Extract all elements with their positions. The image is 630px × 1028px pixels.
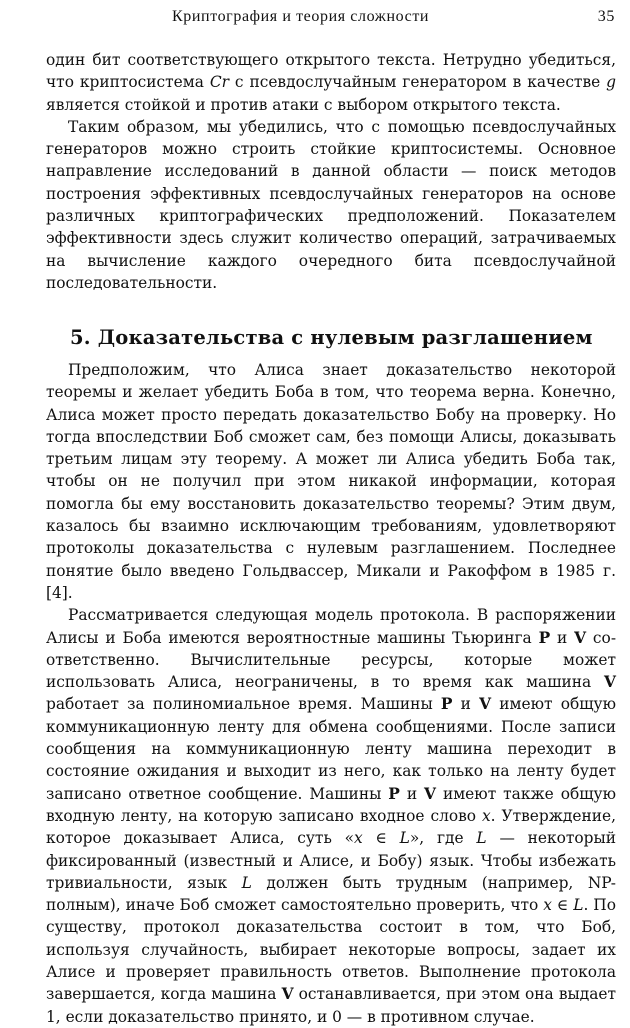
text-run: Рассматривается следующая модель протокола. В распоряжении Алисы и Боба имеются вероятностные машины Тьюринга xyxy=(46,606,616,647)
math-symbol: V xyxy=(281,985,294,1004)
section-text xyxy=(46,359,616,1028)
running-title: Криптография и теория сложности xyxy=(172,8,430,25)
text-run: соответственно. Вычислительные ресурсы, которые может использовать Алиса, неограничены, в то время как машина xyxy=(46,628,617,692)
text-run: должен быть трудным (например, NP-полным), иначе Боб сможет самостоятельно проверить, что xyxy=(46,873,616,915)
math-expression: x ∈ L xyxy=(354,829,410,848)
math-symbol: Cr xyxy=(209,73,229,92)
math-symbol: V xyxy=(424,784,436,803)
text-run: работает за полиномиальное время. Машины xyxy=(46,695,441,714)
text-run: является стойкой и против атаки с выбором открытого текста. xyxy=(46,95,561,114)
text-run: — некоторый фиксированный (известный и Алисе, и Бобу) язык. Чтобы избежать тривиальности, язык xyxy=(46,829,617,892)
text-run: имеют общую коммуникационную ленту для обмена сообщениями. После записи сообщения на коммуникационную ленту машина переходит в состояние ожидания и выходит из него, как только на ленту будет записано ответное сообщение. Машины xyxy=(46,695,616,803)
math-symbol: V xyxy=(479,695,492,714)
text-run: . Утверждение, которое доказывает Алиса, суть « xyxy=(46,806,616,848)
math-symbol: L xyxy=(476,829,487,848)
text-run: . По существу, протокол доказательства состоит в том, что Боб, используя случайность, выбирает некоторые вопросы, задает их Алисе и проверяет правильность ответов. Выполнение протокола завершается, когда машина xyxy=(46,896,616,1004)
section-heading xyxy=(70,326,615,349)
math-symbol: L xyxy=(241,873,252,892)
section-number: 5. xyxy=(70,326,91,349)
math-expression: x ∈ L xyxy=(543,896,584,915)
paragraph: Таким образом, мы убедились, что с помощью псевдослучайных генераторов можно строить стойкие криптосистемы. Основное направление исследований в данной области — поиск методов построения эффективных псевдослучайных генераторов на основе различных криптографических предположений. Показателем эффективности здесь служит количество операций, затрачиваемых на вычисление каждого очередного бита псевдослучайной последовательности. xyxy=(46,117,616,292)
text-run: и xyxy=(550,628,575,647)
continued-text xyxy=(46,49,616,294)
math-symbol: P xyxy=(538,628,551,647)
text-run: один бит соответствующего открытого текста. Нетрудно убедиться, что криптосистема xyxy=(46,51,616,92)
math-symbol: x xyxy=(481,806,491,825)
text-run: », где xyxy=(409,829,477,848)
text-run: с псевдослучайным генератором в качестве xyxy=(228,73,607,92)
text-run: останавливается, при этом она выдает 1, если доказательство принято, и 0 — в противном случае. xyxy=(46,985,617,1026)
math-symbol: g xyxy=(606,73,616,92)
page-number: 35 xyxy=(597,8,615,25)
text-run: имеют также общую входную ленту, на которую записано входное слово xyxy=(46,784,616,825)
paragraph: Предположим, что Алиса знает доказательство некоторой теоремы и желает убедить Боба в том, что теорема верна. Конечно, Алиса может просто передать доказательство Бобу на проверку. Но тогда впоследствии Боб сможет сам, без помощи Алисы, доказывать третьим лицам эту теорему. А может ли Алиса убедить Боба так, чтобы он не получил при этом никакой информации, которая помогла бы ему восстановить доказательство теоремы? Этим двум, казалось бы взаимно исключающим требованиям, удовлетворяют протоколы доказательства с нулевым разглашением. Последнее понятие было введено Гольдвассер, Микали и Ракоффом в 1985 г. [4]. xyxy=(46,361,616,602)
math-symbol: V xyxy=(574,628,587,647)
math-symbol: P xyxy=(440,695,453,714)
text-run: и xyxy=(452,695,480,714)
paragraph xyxy=(46,604,616,1028)
math-symbol: V xyxy=(604,673,616,692)
section-title: Доказательства с нулевым разглашением xyxy=(97,326,593,349)
text-run: и xyxy=(399,784,425,803)
paragraph xyxy=(46,49,616,116)
math-symbol: P xyxy=(388,784,400,803)
running-head xyxy=(44,8,615,30)
